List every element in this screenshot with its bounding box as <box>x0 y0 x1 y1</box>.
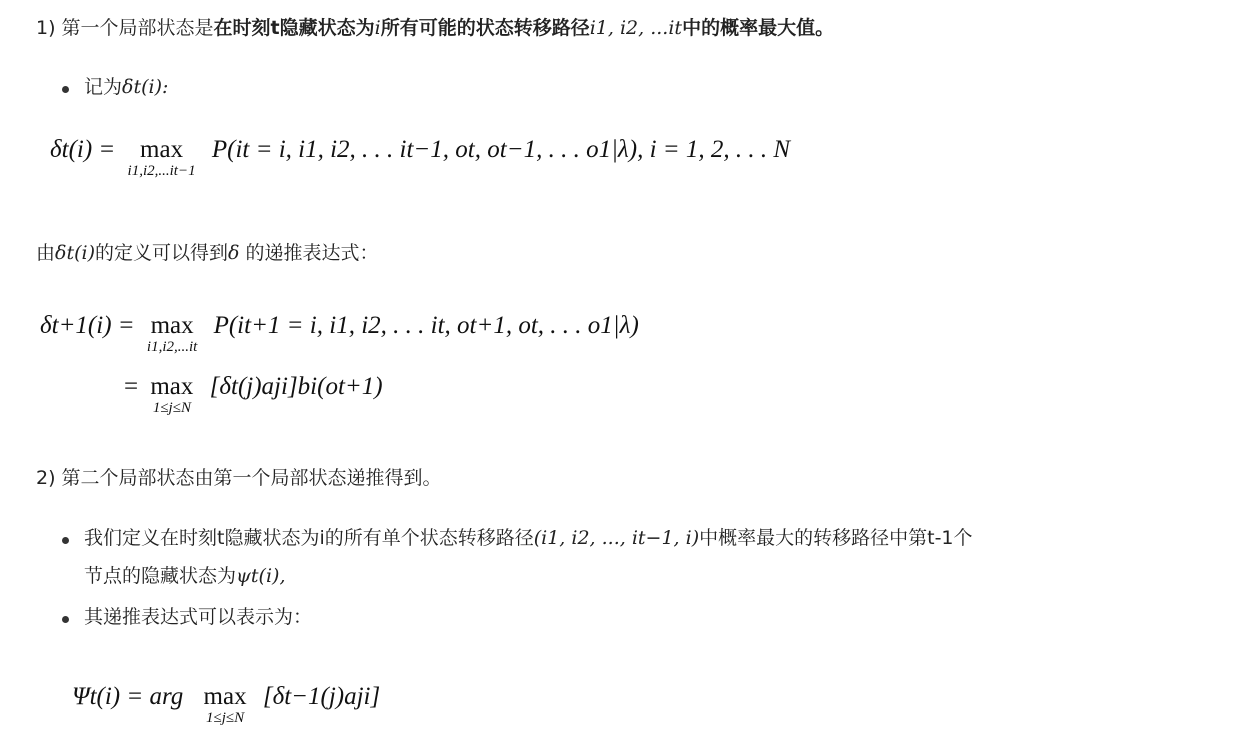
eq2-max2-subscript: 1≤j≤N <box>152 400 191 416</box>
eq3-lhs: Ψt(i) = arg <box>72 683 184 710</box>
equation-2-line-1 <box>40 313 639 355</box>
para1-var-i: i <box>374 17 381 39</box>
para2-mid: 的定义可以得到 <box>95 242 229 264</box>
para2-post: 的递推表达式： <box>239 242 379 264</box>
paragraph-3 <box>36 469 442 488</box>
bullet-3 <box>84 608 312 627</box>
para2-pre: 由 <box>36 242 56 264</box>
bullet3-text: 其递推表达式可以表示为： <box>84 606 313 628</box>
bullet1-text: 记为 <box>84 76 123 98</box>
equation-1 <box>50 137 790 179</box>
para1-bold-3: 中的概率最大值。 <box>682 17 835 39</box>
bullet2-line1-math: (i1, i2, ..., it−1, i) <box>533 527 700 549</box>
para1-path: i1, i2, ...it <box>589 17 683 39</box>
bullet2-line2-a: 节点的隐藏状态为 <box>84 565 237 587</box>
eq1-lhs: δt(i) = <box>50 136 116 163</box>
paragraph-1 <box>36 19 834 38</box>
eq2-max: max <box>150 312 194 339</box>
eq3-max-operator <box>204 684 247 726</box>
eq3-max-subscript: 1≤j≤N <box>206 710 245 726</box>
equation-3 <box>72 684 380 726</box>
eq1-max-operator <box>128 137 196 179</box>
bullet1-math: δt(i): <box>122 76 169 98</box>
para3-text: 2) 第二个局部状态由第一个局部状态递推得到。 <box>36 467 442 489</box>
bullet-2-line-2 <box>84 567 286 586</box>
bullet-dot <box>62 616 69 623</box>
para1-bold-1: 在时刻t隐藏状态为 <box>213 17 375 39</box>
bullet2-line1-b: 中概率最大的转移路径中第t-1个 <box>699 527 973 549</box>
para2-math-1: δt(i) <box>55 242 95 264</box>
paragraph-2 <box>36 244 379 263</box>
eq2-lhs: δt+1(i) = <box>40 312 135 339</box>
para1-bold-2: 所有可能的状态转移路径 <box>380 17 590 39</box>
para2-math-2: δ <box>228 242 240 264</box>
bullet-dot <box>62 86 69 93</box>
eq1-max-subscript: i1,i2,...it−1 <box>127 163 196 179</box>
eq1-rhs: P(it = i, i1, i2, . . . it−1, ot, ot−1, . . . o1|λ), i = 1, 2, . . . N <box>211 136 791 163</box>
para1-prefix: 1) 第一个局部状态是 <box>36 17 214 39</box>
eq2-max2: max <box>150 373 194 400</box>
eq2-rhs: P(it+1 = i, i1, i2, . . . it, ot+1, ot, . . . o1|λ) <box>213 312 639 339</box>
bullet2-line1-a: 我们定义在时刻t隐藏状态为i的所有单个状态转移路径 <box>84 527 534 549</box>
eq1-max: max <box>140 136 184 163</box>
bullet-dot <box>62 537 69 544</box>
eq2-max-subscript: i1,i2,...it <box>146 339 198 355</box>
eq2-max2-operator <box>150 374 193 416</box>
equation-2-line-2 <box>124 374 383 416</box>
bullet2-line2-math: ψt(i), <box>236 565 286 587</box>
eq3-rhs: [δt−1(j)aji] <box>262 683 381 710</box>
bullet-1 <box>84 78 168 97</box>
eq3-max: max <box>203 683 247 710</box>
bullet-2-line-1 <box>84 529 973 548</box>
eq2-rhs2: [δt(j)aji]bi(ot+1) <box>209 373 383 400</box>
eq2-max-operator <box>147 313 197 355</box>
eq2-line2-equals: = <box>124 373 139 400</box>
